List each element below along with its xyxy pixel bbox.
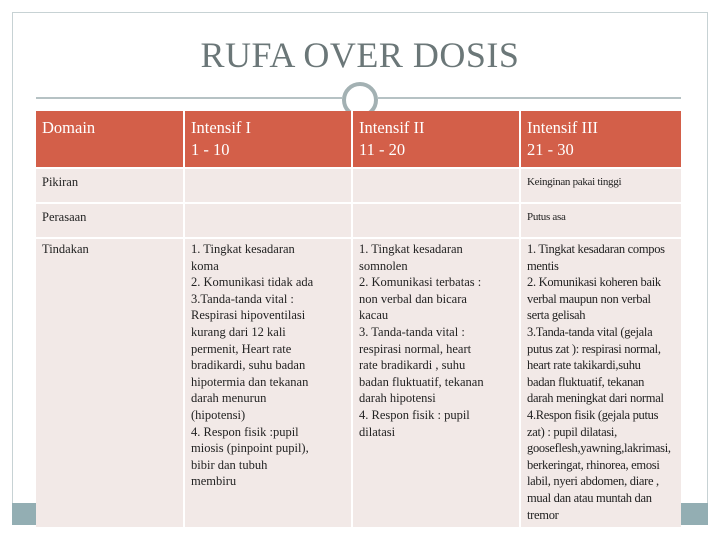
header-intensif-2: [352, 111, 520, 168]
slide-title: RUFA OVER DOSIS: [200, 35, 520, 75]
header-range: 21 - 30: [527, 140, 574, 159]
table-header-row: [36, 111, 681, 168]
table-cell: 1. Tingkat kesadaran compos mentis 2. Komunikasi koheren baik verbal maupun non verbal serta gelisah 3.Tanda-tanda vital (gejala putus zat ): respirasi normal, heart rate takikardi,suhu badan fluktuatif, tekanan darah meningkat dari normal 4.Respon fisik (gejala putus zat) : pupil dilatasi, gooseflesh,yawning,lakrimasi, berkeringat, rhinorea, emosi labil, nyeri abdomen, diare , mual dan atau muntah dan tremor: [520, 238, 681, 527]
header-intensif-1: [184, 111, 352, 168]
header-range: 1 - 10: [191, 140, 230, 159]
header-label: Intensif I: [191, 118, 252, 137]
table-row-tindakan: [36, 238, 681, 527]
header-range: 11 - 20: [359, 140, 406, 159]
title-divider-right: [378, 97, 681, 99]
header-label: Intensif II: [359, 118, 425, 137]
table-cell: [184, 203, 352, 238]
row-label: Perasaan: [36, 203, 184, 238]
header-label: Domain: [42, 118, 96, 137]
header-intensif-3: [520, 111, 681, 168]
title-divider-left: [36, 97, 342, 99]
row-label: Pikiran: [36, 168, 184, 203]
table-row-pikiran: [36, 168, 681, 203]
table-row-perasaan: [36, 203, 681, 238]
table-cell: [184, 168, 352, 203]
rufa-table: [36, 111, 681, 527]
table-cell: Keinginan pakai tinggi: [520, 168, 681, 203]
table-cell: [352, 168, 520, 203]
table-cell: Putus asa: [520, 203, 681, 238]
table-cell: [352, 203, 520, 238]
table-cell: 1. Tingkat kesadaran koma 2. Komunikasi tidak ada 3.Tanda-tanda vital : Respirasi hipoventilasi kurang dari 12 kali permenit, Heart rate bradikardi, suhu badan hipotermia dan tekanan darah menurun (hipotensi) 4. Respon fisik :pupil miosis (pinpoint pupil), bibir dan tubuh membiru: [184, 238, 352, 527]
row-label: Tindakan: [36, 238, 184, 527]
header-label: Intensif III: [527, 118, 599, 137]
header-domain: [36, 111, 184, 168]
table-cell: 1. Tingkat kesadaran somnolen 2. Komunikasi terbatas : non verbal dan bicara kacau 3. Tanda-tanda vital : respirasi normal, heart rate bradikardi , suhu badan fluktuatif, tekanan darah hipotensi 4. Respon fisik : pupil dilatasi: [352, 238, 520, 527]
